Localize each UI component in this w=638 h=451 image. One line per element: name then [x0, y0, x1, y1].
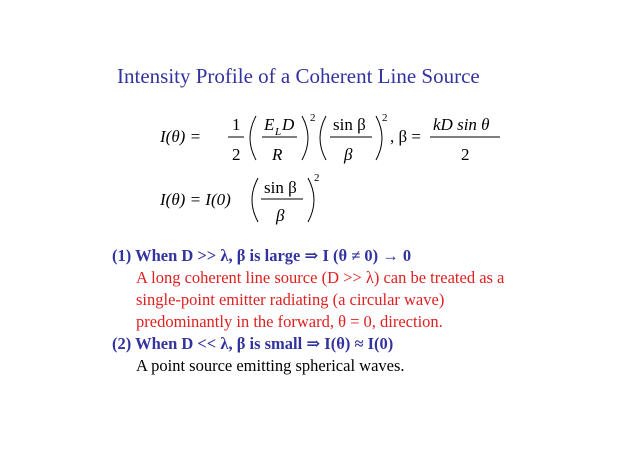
eq1-inner-num-D: D — [282, 115, 295, 134]
case1-line-2: single-point emitter radiating (a circular wave) — [136, 290, 445, 309]
eq1-beta-num: kD sin θ — [433, 115, 490, 134]
eq1-sin-num: sin β — [333, 115, 366, 134]
eq2-sin-den: β — [276, 206, 285, 225]
eq1-lhs: I(θ) = — [160, 127, 202, 146]
eq1-paren-left — [250, 116, 256, 160]
case2-line-1: A point source emitting spherical waves. — [136, 356, 405, 375]
slide-title: Intensity Profile of a Coherent Line Source — [117, 64, 480, 88]
eq2-paren-right — [308, 178, 314, 222]
eq1-comma-beta: , β = — [390, 127, 421, 146]
eq1-inner-num-sub: L — [275, 126, 282, 138]
eq1-exp1: 2 — [310, 112, 316, 124]
eq1-frac-num: 1 — [232, 115, 241, 134]
eq1-paren2-left — [320, 116, 326, 160]
case1-heading: (1) When D >> λ, β is large ⇒ I (θ ≠ 0) → 0 — [112, 246, 412, 265]
eq1-inner-num-E: E — [264, 115, 275, 134]
eq2-exp: 2 — [314, 172, 320, 184]
eq1-exp2: 2 — [382, 112, 388, 124]
eq1-inner-den: R — [272, 145, 283, 164]
case2-heading: (2) When D << λ, β is small ⇒ I(θ) ≈ I(0) — [112, 334, 394, 353]
eq2-paren-left — [252, 178, 258, 222]
eq1-frac-den: 2 — [232, 145, 241, 164]
eq2-sin-num: sin β — [264, 178, 297, 197]
case1-line-1: A long coherent line source (D >> λ) can be treated as a — [136, 268, 505, 287]
case1-line-3: predominantly in the forward, θ = 0, direction. — [136, 312, 443, 331]
eq1-paren-right — [302, 116, 308, 160]
eq1-beta-den: 2 — [461, 145, 470, 164]
eq2-lhs: I(θ) = I(0) — [160, 190, 231, 209]
eq1-sin-den: β — [344, 145, 353, 164]
